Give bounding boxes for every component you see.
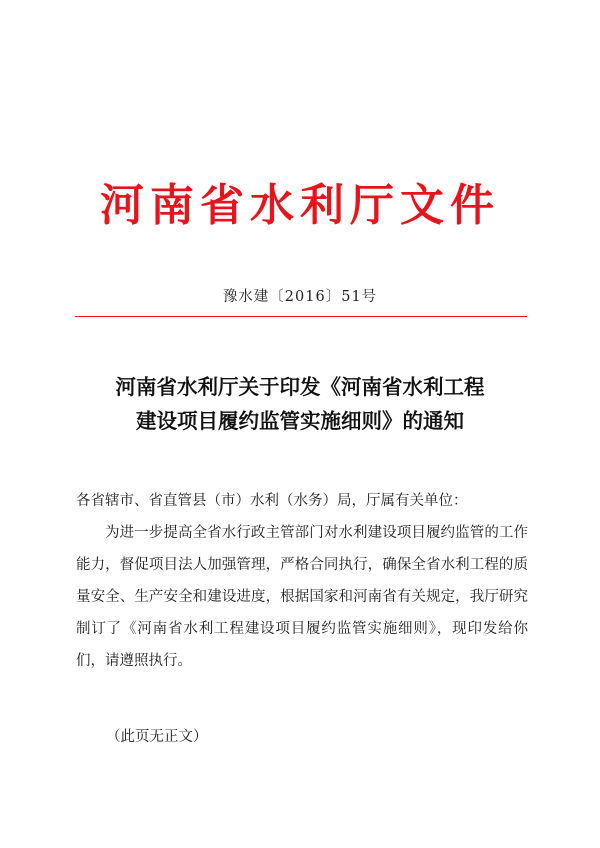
- addressee-line: 各省辖市、省直管县（市）水利（水务）局，厅属有关单位：: [76, 493, 468, 509]
- notice-title-line-1: 河南省水利厅关于印发《河南省水利工程: [115, 375, 485, 399]
- notice-title-line-2: 建设项目履约监管实施细则》的通知: [136, 409, 464, 433]
- no-text-note: （此页无正文）: [106, 729, 208, 745]
- document-number: 豫水建〔2016〕51号: [222, 289, 378, 305]
- notice-title: [0, 370, 600, 438]
- notice-body: [76, 485, 528, 677]
- red-divider-line: [75, 316, 527, 317]
- body-paragraph: 为进一步提高全省水行政主管部门对水利建设项目履约监管的工作能力，督促项目法人加强管理，严格合同执行，确保全省水利工程的质量安全、生产安全和建设进度，根据国家和河南省有关规定，我厅研究制订了《河南省水利工程建设项目履约监管实施细则》，现印发给你们，请遵照执行。: [76, 525, 528, 669]
- masthead-title: 河南省水利厅文件: [100, 180, 500, 231]
